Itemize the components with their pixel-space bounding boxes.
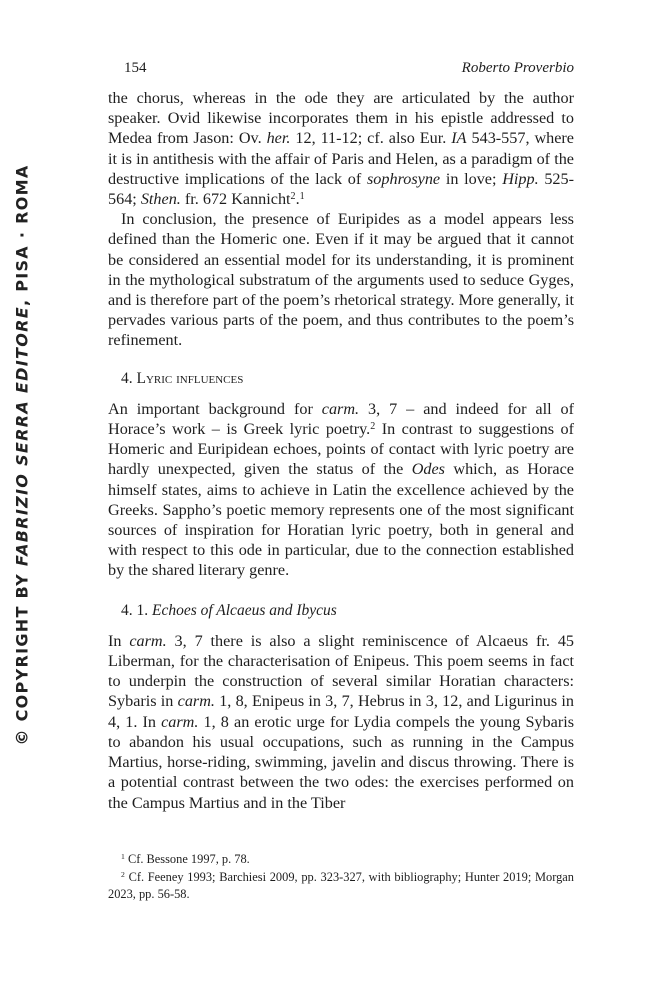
text-run: in love; bbox=[440, 169, 503, 188]
footnote-2 bbox=[108, 869, 574, 904]
footnote-1 bbox=[108, 851, 574, 869]
footnote-marker: 2 bbox=[121, 869, 125, 879]
text-run: which, as Horace himself states, aims to achieve in Latin the excellence achieved by the Greeks. Sappho’s poetic memory represents one of the most significant sources of inspiration for Horatian lyric poetry, both in general and with respect to this ode in particular, due to the connection established by the shared literary genre. bbox=[108, 460, 574, 580]
main-text bbox=[108, 88, 574, 813]
paragraph-alcaeus bbox=[108, 631, 574, 813]
footnote-ref[interactable]: 1 bbox=[299, 191, 305, 202]
copyright-sidebar bbox=[13, 164, 32, 745]
citation-smallcaps: IA bbox=[451, 129, 467, 148]
citation-italic: carm. bbox=[161, 712, 199, 731]
text-run: 525-564; bbox=[108, 169, 574, 209]
citation-italic: Sthen. bbox=[140, 190, 181, 209]
copyright-publisher: FABRIZIO SERRA EDITORE bbox=[12, 306, 32, 567]
text-run: 3, 7 – and indeed for all of Horace’s work – is Greek lyric poetry. bbox=[108, 399, 575, 439]
text-run: An important background for bbox=[108, 399, 322, 418]
citation-italic: her. bbox=[266, 129, 291, 148]
paragraph-conclusion: In conclusion, the presence of Euripides as a model appears less defined than the Homeric one. Even if it may be argued that it cannot be considered an essential model for its understanding, it is prominent in the mythological substratum of the arguments used to seduce Gyges, and is therefore part of the poem’s rhetorical strategy. More generally, it pervades various parts of the poem, and thus contributes to the poem’s refinement. bbox=[108, 210, 574, 350]
footnote-marker: 1 bbox=[121, 852, 125, 862]
copyright-text-start: © COPYRIGHT BY bbox=[12, 566, 32, 746]
section-number: 4. bbox=[121, 369, 133, 387]
edition-superscript: 2 bbox=[290, 191, 296, 202]
title-italic: Odes bbox=[411, 460, 445, 479]
subsection-title: Echoes of Alcaeus and Ibycus bbox=[152, 601, 337, 619]
text-run: the chorus, whereas in the ode they are articulated by the author speaker. Ovid likewise incorporates them in his epistle addressed to Medea from Jason: Ov. bbox=[108, 89, 574, 148]
text-run: In contrast to suggestions of Homeric and Euripidean echoes, points of contact with lyric poetry are hardly unexpected, given the status of the bbox=[108, 420, 574, 479]
page-number: 154 bbox=[124, 60, 147, 76]
text-run: 1, 8 an erotic urge for Lydia compels the young Sybaris to abandon his usual occupations, such as running in the Campus Martius, horse-riding, swimming, javelin and discus throwing. There is a potential contrast between the two odes: the exercises performed on the Campus Martius and in the Tiber bbox=[108, 712, 575, 812]
text-run: . bbox=[295, 190, 300, 209]
footnote-text: Cf. Feeney 1993; Barchiesi 2009, pp. 323-327, with bibliography; Hunter 2019; Morgan 2023, pp. 56-58. bbox=[108, 869, 574, 902]
paragraph-lyric-background bbox=[108, 399, 574, 581]
greek-term: sophrosyne bbox=[366, 169, 441, 188]
citation-italic: carm. bbox=[321, 399, 360, 418]
footnotes bbox=[108, 851, 574, 904]
text-run: fr. 672 Kannicht bbox=[180, 190, 291, 209]
text-run: 1, 8, Enipeus in 3, 7, Hebrus in 3, 12, and Ligurinus in 4, 1. In bbox=[108, 692, 575, 731]
citation-italic: carm. bbox=[129, 631, 167, 650]
paragraph-euripides-continued bbox=[108, 88, 574, 209]
text-run: In bbox=[108, 631, 130, 650]
copyright-text-end: , PISA · ROMA bbox=[12, 164, 32, 307]
running-head: Roberto Proverbio bbox=[461, 60, 574, 76]
section-title: Lyric influences bbox=[136, 369, 244, 387]
citation-italic: carm. bbox=[177, 692, 215, 711]
footnote-ref[interactable]: 2 bbox=[370, 421, 376, 433]
text-run: 543-557, where it is in antithesis with the affair of Paris and Helen, as a paradigm of the destructive implications of the lack of bbox=[108, 129, 574, 188]
page-header bbox=[108, 60, 574, 80]
subsection-heading bbox=[121, 601, 574, 621]
footnote-text: Cf. Bessone 1997, p. 78. bbox=[124, 852, 250, 866]
subsection-number: 4. 1. bbox=[121, 601, 149, 619]
citation-italic: Hipp. bbox=[502, 169, 539, 188]
text-run: 3, 7 there is also a slight reminiscence of Alcaeus fr. 45 Liberman, for the characterisation of Enipeus. This poem seems in fact to underpin the construction of several similar Horatian characters: Sybaris in bbox=[108, 631, 575, 711]
text-run: 12, 11-12; cf. also Eur. bbox=[290, 129, 452, 148]
section-heading bbox=[121, 369, 574, 389]
